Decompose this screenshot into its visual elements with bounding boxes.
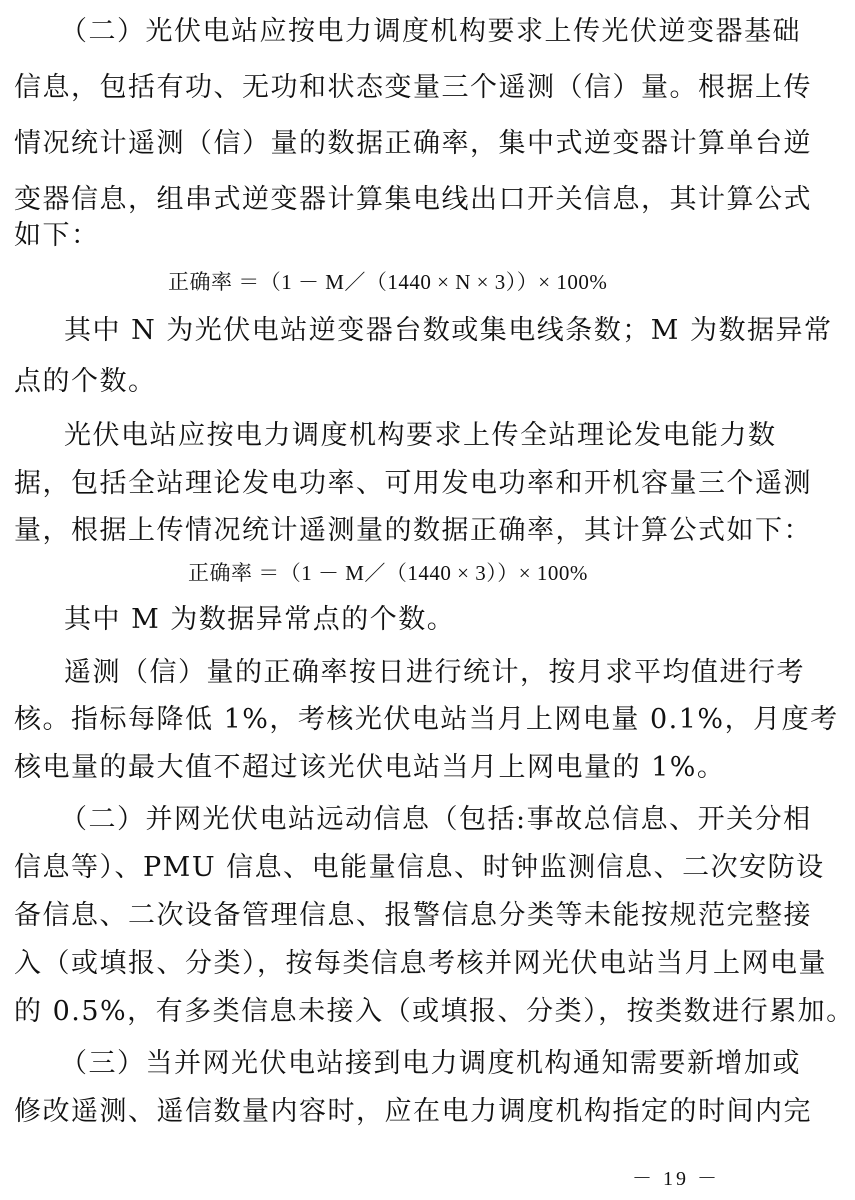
paragraph-1-line-2: 信息，包括有功、无功和状态变量三个遥测（信）量。根据上传 (14, 72, 812, 103)
paragraph-5-line-1: 遥测（信）量的正确率按日进行统计，按月求平均值进行考 (64, 657, 805, 688)
paragraph-6-line-4: 入（或填报、分类），按每类信息考核并网光伏电站当月上网电量 (14, 948, 827, 979)
paragraph-4-line-1: 其中 M 为数据异常点的个数。 (64, 604, 456, 635)
paragraph-2-line-1: 其中 N 为光伏电站逆变器台数或集电线条数；M 为数据异常 (64, 315, 833, 346)
paragraph-6-line-2: 信息等）、PMU 信息、电能量信息、时钟监测信息、二次安防设 (14, 852, 825, 883)
paragraph-3-line-3: 量，根据上传情况统计遥测量的数据正确率，其计算公式如下： (14, 515, 812, 546)
paragraph-6-line-3: 备信息、二次设备管理信息、报警信息分类等未能按规范完整接 (14, 900, 812, 931)
paragraph-1-line-4: 变器信息，组串式逆变器计算集电线出口开关信息，其计算公式 (14, 184, 812, 215)
paragraph-5-line-2: 核。指标每降低 1%，考核光伏电站当月上网电量 0.1%，月度考 (14, 704, 839, 735)
paragraph-1-line-5: 如下： (14, 220, 100, 251)
paragraph-6-line-1: （二）并网光伏电站远动信息（包括:事故总信息、开关分相 (60, 804, 812, 835)
paragraph-6-line-5: 的 0.5%，有多类信息未接入（或填报、分类），按类数进行累加。 (14, 996, 855, 1027)
formula-correct-rate-inverter: 正确率 ＝（1 － M／（1440 × N × 3））× 100% (168, 270, 608, 294)
paragraph-3-line-1: 光伏电站应按电力调度机构要求上传全站理论发电能力数 (64, 420, 777, 451)
paragraph-5-line-3: 核电量的最大值不超过该光伏电站当月上网电量的 1%。 (14, 752, 726, 783)
paragraph-3-line-2: 据，包括全站理论发电功率、可用发电功率和开机容量三个遥测 (14, 468, 812, 499)
paragraph-7-line-1: （三）当并网光伏电站接到电力调度机构通知需要新增加或 (60, 1048, 801, 1079)
paragraph-7-line-2: 修改遥测、遥信数量内容时，应在电力调度机构指定的时间内完 (14, 1096, 812, 1127)
page-number: － 19 － (632, 1168, 720, 1190)
paragraph-1-line-1: （二）光伏电站应按电力调度机构要求上传光伏逆变器基础 (60, 16, 801, 47)
paragraph-1-line-3: 情况统计遥测（信）量的数据正确率，集中式逆变器计算单台逆 (14, 128, 812, 159)
formula-correct-rate-station: 正确率 ＝（1 － M／（1440 × 3））× 100% (188, 561, 588, 585)
paragraph-2-line-2: 点的个数。 (14, 366, 157, 397)
